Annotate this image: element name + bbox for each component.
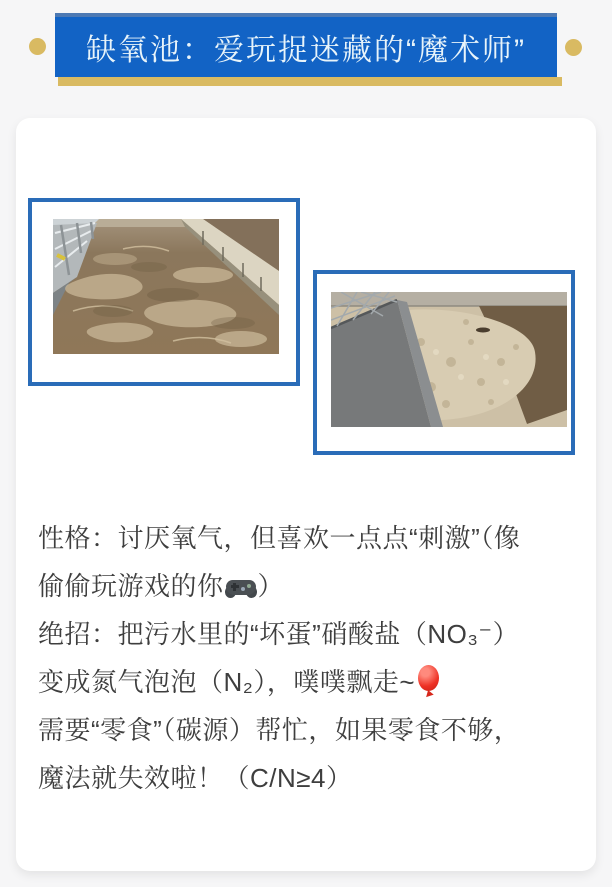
gold-dot-left <box>29 38 46 55</box>
content-card <box>16 118 596 871</box>
banner-gold-underline <box>58 77 562 86</box>
body-line: 需要“零食”（碳源）帮忙，如果零食不够， <box>38 715 521 745</box>
body-line-text: ） <box>257 571 285 601</box>
body-line-text: 偷偷玩游戏的你 <box>38 571 224 601</box>
body-line: 绝招：把污水里的“坏蛋”硝酸盐（NO₃⁻） <box>38 619 520 649</box>
page-title: 缺氧池：爱玩捉迷藏的“魔术师” <box>86 34 526 67</box>
body-line <box>38 562 590 610</box>
body-line <box>38 658 590 706</box>
body-line: 魔法就失效啦！（C/N≥4） <box>38 763 353 793</box>
banner-box <box>55 13 557 77</box>
body-text <box>38 514 590 802</box>
balloon-emoji-icon <box>417 665 441 697</box>
body-line-text: 变成氮气泡泡（N₂），噗噗飘走~ <box>38 667 416 697</box>
photo-frame-1 <box>28 198 300 386</box>
gold-dot-right <box>565 39 582 56</box>
body-line: 性格：讨厌氧气，但喜欢一点点“刺激”（像 <box>38 523 521 553</box>
gamepad-emoji-icon <box>225 577 257 599</box>
anoxic-tank-photo-2 <box>331 292 567 427</box>
photo-frame-2 <box>313 270 575 455</box>
anoxic-tank-photo-1 <box>53 219 279 354</box>
